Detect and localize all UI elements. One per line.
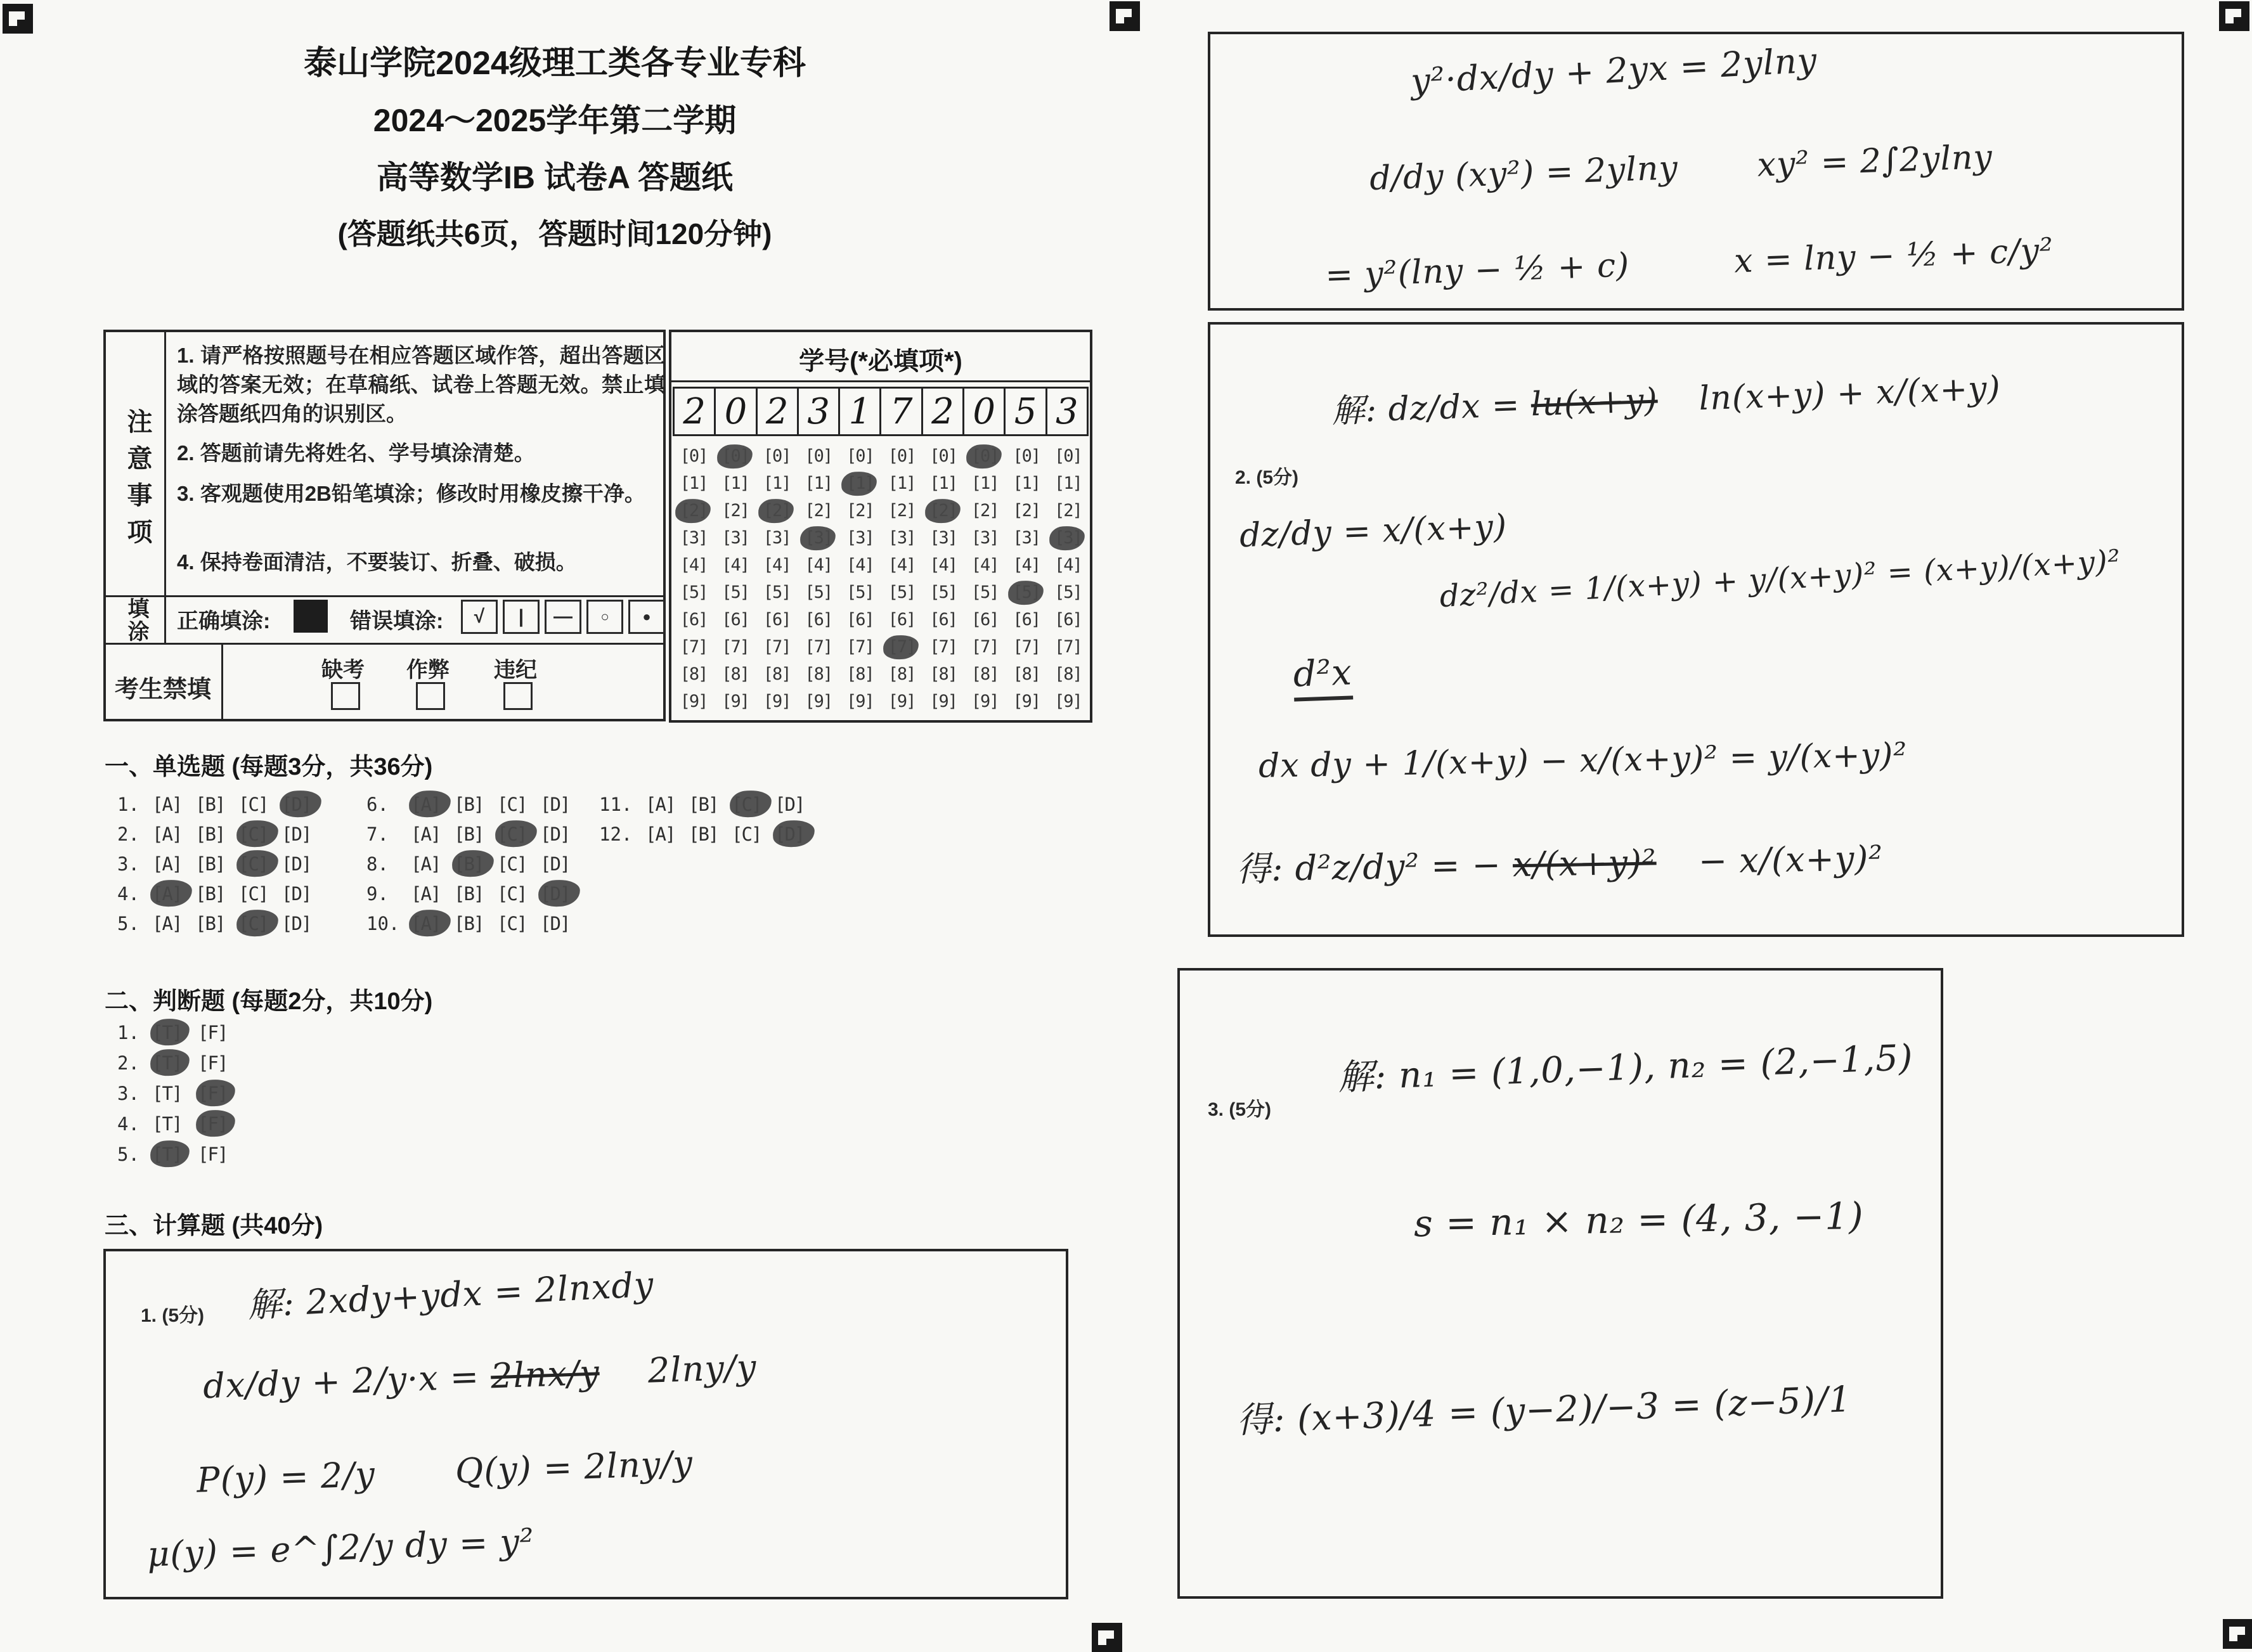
tf-option-F[interactable]: [F] [198, 1144, 228, 1165]
mc-option-A[interactable]: [A] [645, 794, 675, 815]
wrong-fill-example-box [586, 600, 623, 634]
id-bubble[interactable]: [8] [763, 664, 791, 684]
student-id-digit-cell[interactable] [756, 387, 799, 436]
mc-option-D[interactable]: [D] [540, 913, 570, 934]
student-id-digit-cell[interactable] [838, 387, 881, 436]
forbidden-option-label: 作弊 [406, 658, 450, 682]
mc-option-A[interactable]: [A] [152, 794, 182, 815]
id-bubble[interactable]: [4] [763, 555, 791, 575]
handwritten-segment: − x/(x+y)² [1698, 838, 1884, 882]
mc-option-A[interactable]: [A] [411, 883, 441, 905]
id-bubble[interactable]: [1] [680, 474, 708, 493]
tf-section-title: 二、判断题 (每题2分，共10分) [105, 988, 433, 1015]
id-bubble[interactable]: [4] [971, 555, 999, 575]
forbidden-checkbox[interactable] [331, 682, 360, 710]
handwritten-line: dx dy + 1/(x+y) − x/(x+y)² = y/(x+y)² [1258, 736, 1908, 785]
id-bubble[interactable]: [9] [888, 692, 916, 711]
forbidden-checkbox[interactable] [416, 682, 445, 710]
exam-title-line2: 2024～2025学年第二学期 [373, 103, 737, 138]
id-bubble[interactable]: [0] [805, 446, 832, 466]
mc-question-number: 9. [366, 883, 389, 905]
handwritten-segment-struck: lu(x+y) [1530, 381, 1659, 424]
id-bubble[interactable]: [9] [763, 692, 791, 711]
tf-question-number: 1. [117, 1022, 139, 1043]
id-bubble[interactable]: [1] [722, 474, 749, 493]
id-bubble[interactable]: [4] [1013, 555, 1040, 575]
handwritten-segment: ln(x+y) + x/(x+y) [1698, 369, 2002, 418]
mc-section-title: 一、单选题 (每题3分，共36分) [105, 754, 433, 780]
id-bubble[interactable]: [9] [680, 692, 708, 711]
id-bubble[interactable]: [6] [805, 610, 832, 629]
id-bubble[interactable]: [3] [971, 528, 999, 548]
handwritten-line: 解: 2xdy+ydx = 2lnxdy [247, 1264, 655, 1326]
id-bubble[interactable]: [1] [805, 474, 832, 493]
student-id-digit-cell[interactable] [879, 387, 922, 436]
id-bubble[interactable]: [5] [680, 583, 708, 602]
id-bubble[interactable]: [1] [763, 474, 791, 493]
id-bubble[interactable]: [1] [1013, 474, 1040, 493]
exam-header [114, 35, 995, 262]
handwritten-segment-struck: x/(x+y)² [1512, 842, 1657, 885]
id-bubble[interactable]: [1] [929, 474, 957, 493]
tf-question-number: 5. [117, 1144, 139, 1165]
wrong-fill-symbol: — [553, 606, 573, 627]
id-bubble[interactable]: [5] [846, 583, 874, 602]
mc-question-number: 11. [599, 794, 633, 815]
id-bubble[interactable]: [1] [971, 474, 999, 493]
id-bubble[interactable]: [8] [846, 664, 874, 684]
notice-item: 2. 答题前请先将姓名、学号填涂清楚。 [177, 441, 535, 465]
id-bubble[interactable]: [8] [680, 664, 708, 684]
mc-option-C[interactable]: [C] [732, 823, 761, 845]
id-bubble[interactable]: [2] [1054, 501, 1082, 520]
id-bubble[interactable]: [7] [722, 637, 749, 657]
id-bubble[interactable]: [9] [805, 692, 832, 711]
id-bubble[interactable]: [2] [805, 501, 832, 520]
handwritten-digit: 2 [931, 390, 954, 432]
mc-question-number: 1. [117, 794, 139, 815]
handwritten-segment: dx/dy + 2/y·x = [202, 1357, 481, 1407]
id-bubble[interactable]: [7] [763, 637, 791, 657]
mc-question-number: 5. [117, 913, 139, 934]
notice-side-label: 注意事项 [124, 408, 152, 555]
id-bubble[interactable]: [6] [929, 610, 957, 629]
id-bubble[interactable]: [3] [763, 528, 791, 548]
wrong-fill-example-box [628, 600, 665, 634]
mc-question-number: 2. [117, 823, 139, 845]
handwritten-digit: 2 [765, 390, 789, 432]
handwritten-digit: 0 [724, 390, 747, 432]
student-id-digit-cell[interactable] [1004, 387, 1047, 436]
notice-item: 3. 客观题使用2B铅笔填涂；修改时用橡皮擦干净。 [177, 482, 645, 505]
id-bubble[interactable]: [0] [1054, 446, 1082, 466]
tf-option-F[interactable]: [F] [198, 1052, 228, 1074]
id-bubble[interactable]: [8] [929, 664, 957, 684]
handwritten-digit: 7 [890, 390, 913, 432]
handwritten-line: μ(y) = e^∫2/y dy = y² [146, 1521, 535, 1575]
mc-question-number: 7. [366, 823, 389, 845]
id-bubble[interactable]: [4] [929, 555, 957, 575]
mc-option-B[interactable]: [B] [195, 853, 225, 875]
mc-option-B[interactable]: [B] [689, 794, 718, 815]
id-bubble[interactable]: [9] [929, 692, 957, 711]
id-bubble[interactable]: [3] [846, 528, 874, 548]
id-bubble[interactable]: [0] [846, 446, 874, 466]
student-id-digit-cell[interactable] [962, 387, 1006, 436]
handwritten-segment: = y²(lny − ½ + c) [1324, 246, 1631, 295]
forbidden-option-label: 违纪 [494, 658, 537, 682]
mc-option-D[interactable]: [D] [282, 883, 311, 905]
id-bubble[interactable]: [4] [888, 555, 916, 575]
handwritten-line: s = n₁ × n₂ = (4, 3, −1) [1413, 1194, 1865, 1246]
id-bubble[interactable]: [0] [929, 446, 957, 466]
mc-question-number: 4. [117, 883, 139, 905]
id-bubble[interactable]: [4] [846, 555, 874, 575]
mc-option-B[interactable]: [B] [195, 794, 225, 815]
mc-option-A[interactable]: [A] [152, 913, 182, 934]
mc-option-C[interactable]: [C] [497, 883, 527, 905]
id-bubble[interactable]: [6] [1013, 610, 1040, 629]
id-bubble[interactable]: [8] [722, 664, 749, 684]
mc-option-B[interactable]: [B] [454, 823, 484, 845]
mc-option-B[interactable]: [B] [195, 883, 225, 905]
handwritten-segment: Q(y) = 2lny/y [454, 1443, 694, 1492]
notice-box [103, 330, 666, 721]
mc-question-number: 3. [117, 853, 139, 875]
handwritten-digit: 5 [1014, 390, 1037, 432]
id-bubble[interactable]: [7] [846, 637, 874, 657]
id-bubble[interactable]: [2] [888, 501, 916, 520]
mc-option-B[interactable]: [B] [454, 913, 484, 934]
id-bubble[interactable]: [1] [1054, 474, 1082, 493]
id-bubble[interactable]: [6] [763, 610, 791, 629]
mc-option-C[interactable]: [C] [238, 794, 268, 815]
exam-title-line1: 泰山学院2024级理工类各专业专科 [304, 45, 806, 82]
handwritten-line: dz²/dx = 1/(x+y) + y/(x+y)² = (x+y)/(x+y)² [1439, 543, 2122, 615]
wrong-fill-symbol: ○ [600, 609, 609, 624]
student-id-bubble-grid [673, 446, 1089, 716]
id-bubble[interactable]: [6] [680, 610, 708, 629]
id-bubble[interactable]: [5] [1054, 583, 1082, 602]
tf-question-number: 4. [117, 1113, 139, 1135]
handwritten-line: dz/dy = x/(x+y) [1239, 507, 1508, 555]
id-bubble[interactable]: [6] [971, 610, 999, 629]
notice-item: 4. 保持卷面清洁，不要装订、折叠、破损。 [177, 550, 577, 574]
handwritten-segment: 解: dz/dx = [1331, 386, 1521, 431]
registration-mark [2223, 1619, 2252, 1649]
handwritten-digit: 1 [848, 390, 872, 432]
handwritten-segment: 2lny/y [647, 1346, 758, 1391]
mc-option-B[interactable]: [B] [689, 823, 718, 845]
calc-section-title: 三、计算题 (共40分) [105, 1213, 323, 1239]
id-bubble[interactable]: [9] [971, 692, 999, 711]
handwritten-line: y²·dx/dy + 2yx = 2ylny [1409, 40, 1818, 101]
mc-option-D[interactable]: [D] [282, 853, 311, 875]
id-bubble[interactable]: [9] [722, 692, 749, 711]
correct-fill-label: 正确填涂: [177, 609, 271, 633]
id-bubble[interactable]: [2] [722, 501, 749, 520]
mc-option-D[interactable]: [D] [540, 853, 570, 875]
id-bubble[interactable]: [4] [680, 555, 708, 575]
id-bubble[interactable]: [4] [722, 555, 749, 575]
mc-option-D[interactable]: [D] [282, 913, 311, 934]
calc-q3-label: 3. (5分) [1208, 1099, 1272, 1120]
tf-option-T[interactable]: [T] [152, 1113, 182, 1135]
id-bubble[interactable]: [7] [1013, 637, 1040, 657]
id-bubble[interactable]: [6] [846, 610, 874, 629]
handwritten-digit: 3 [807, 390, 830, 432]
id-bubble[interactable]: [2] [846, 501, 874, 520]
forbidden-label: 考生禁填 [115, 676, 212, 703]
handwritten-segment-struck: 2lnx/y [490, 1352, 600, 1397]
wrong-fill-symbol: | [518, 606, 524, 627]
mc-option-B[interactable]: [B] [454, 883, 484, 905]
id-bubble[interactable]: [9] [1054, 692, 1082, 711]
calc-q2-label: 2. (5分) [1235, 467, 1299, 488]
handwritten-segment: x = lny − ½ + c/y² [1733, 231, 2054, 281]
mc-option-B[interactable]: [B] [454, 794, 484, 815]
id-bubble[interactable]: [3] [888, 528, 916, 548]
id-bubble[interactable]: [3] [722, 528, 749, 548]
wrong-fill-label: 错误填涂: [350, 609, 444, 633]
registration-mark [2219, 1, 2249, 31]
mc-option-A[interactable]: [A] [152, 853, 182, 875]
notice-item: 1. 请严格按照题号在相应答题区域作答，超出答题区域的答案无效；在草稿纸、试卷上答题无效。禁止填涂答题纸四角的识别区。 [177, 344, 665, 425]
id-bubble[interactable]: [8] [971, 664, 999, 684]
tf-option-T[interactable]: [T] [152, 1083, 182, 1104]
mc-option-D[interactable]: [D] [540, 823, 570, 845]
handwritten-segment: P(y) = 2/y [196, 1454, 376, 1500]
id-bubble[interactable]: [8] [888, 664, 916, 684]
mc-option-C[interactable]: [C] [497, 794, 527, 815]
mc-option-D[interactable]: [D] [540, 794, 570, 815]
id-bubble[interactable]: [0] [763, 446, 791, 466]
wrong-fill-example-box [461, 600, 498, 634]
wrong-fill-symbol: √ [474, 606, 485, 627]
handwritten-segment: d/dy (xy²) = 2ylny [1369, 149, 1679, 198]
mc-option-C[interactable]: [C] [497, 913, 527, 934]
forbidden-checkbox[interactable] [503, 682, 533, 710]
handwritten-segment: 得: d²z/dy² = − [1236, 844, 1502, 889]
student-id-digit-cell[interactable] [1045, 387, 1089, 436]
id-bubble[interactable]: [8] [805, 664, 832, 684]
mc-option-B[interactable]: [B] [195, 913, 225, 934]
id-bubble[interactable]: [6] [722, 610, 749, 629]
id-bubble[interactable]: [7] [1054, 637, 1082, 657]
id-bubble[interactable]: [9] [1013, 692, 1040, 711]
mc-option-A[interactable]: [A] [411, 823, 441, 845]
tf-option-F[interactable]: [F] [198, 1022, 228, 1043]
mc-option-A[interactable]: [A] [645, 823, 675, 845]
mc-option-B[interactable]: [B] [195, 823, 225, 845]
id-bubble[interactable]: [2] [1013, 501, 1040, 520]
id-bubble[interactable]: [3] [680, 528, 708, 548]
student-id-digit-cell[interactable] [797, 387, 840, 436]
wrong-fill-symbol: ● [642, 609, 651, 624]
mc-option-C[interactable]: [C] [238, 883, 268, 905]
handwritten-segment: xy² = 2∫2ylny [1756, 138, 1993, 184]
tf-question-number: 3. [117, 1083, 139, 1104]
id-bubble[interactable]: [0] [680, 446, 708, 466]
handwritten-digit: 2 [683, 390, 706, 432]
id-bubble[interactable]: [0] [888, 446, 916, 466]
id-bubble[interactable]: [3] [1013, 528, 1040, 548]
id-bubble[interactable]: [6] [888, 610, 916, 629]
id-bubble[interactable]: [9] [846, 692, 874, 711]
id-bubble[interactable]: [1] [888, 474, 916, 493]
handwritten-line: 解: n₁ = (1,0,−1), n₂ = (2,−1,5) [1337, 1037, 1914, 1099]
mc-option-D[interactable]: [D] [775, 794, 805, 815]
wrong-fill-example-box [503, 600, 540, 634]
student-id-digit-cell[interactable] [921, 387, 964, 436]
calc-q1-label: 1. (5分) [141, 1305, 205, 1326]
id-bubble[interactable]: [5] [971, 583, 999, 602]
handwritten-digit: 0 [973, 390, 996, 432]
id-bubble[interactable]: [4] [805, 555, 832, 575]
id-bubble[interactable]: [6] [1054, 610, 1082, 629]
id-bubble[interactable]: [0] [1013, 446, 1040, 466]
mc-question-number: 10. [366, 913, 400, 934]
exam-title-line3: 高等数学IB 试卷A 答题纸 [376, 160, 734, 195]
filling-side-label: 填涂 [124, 597, 148, 643]
correct-fill-example [294, 600, 328, 633]
id-bubble[interactable]: [7] [680, 637, 708, 657]
student-id-box [669, 330, 1092, 723]
id-bubble[interactable]: [7] [929, 637, 957, 657]
student-id-digit-cell[interactable] [714, 387, 757, 436]
student-id-digit-cell[interactable] [673, 387, 716, 436]
mc-option-C[interactable]: [C] [497, 853, 527, 875]
handwritten-line: 得: (x+3)/4 = (y−2)/−3 = (z−5)/1 [1236, 1379, 1853, 1442]
id-bubble[interactable]: [8] [1013, 664, 1040, 684]
registration-mark [1092, 1623, 1122, 1652]
id-bubble[interactable]: [7] [971, 637, 999, 657]
id-bubble[interactable]: [4] [1054, 555, 1082, 575]
id-bubble[interactable]: [5] [722, 583, 749, 602]
id-bubble[interactable]: [5] [888, 583, 916, 602]
id-bubble[interactable]: [5] [929, 583, 957, 602]
student-id-title: 学号(*必填项*) [799, 347, 962, 375]
tf-question-number: 2. [117, 1052, 139, 1074]
registration-mark [3, 4, 33, 34]
id-bubble[interactable]: [3] [929, 528, 957, 548]
id-bubble[interactable]: [5] [763, 583, 791, 602]
handwritten-line: d²x [1293, 652, 1353, 701]
wrong-fill-example-box [545, 600, 581, 634]
registration-mark [1110, 1, 1140, 31]
mc-question-number: 6. [366, 794, 389, 815]
student-id-digit-row [673, 387, 1089, 436]
id-bubble[interactable]: [7] [805, 637, 832, 657]
mc-option-A[interactable]: [A] [152, 823, 182, 845]
mc-option-D[interactable]: [D] [282, 823, 311, 845]
handwritten-digit: 3 [1056, 390, 1078, 432]
id-bubble[interactable]: [8] [1054, 664, 1082, 684]
exam-title-line4: (答题纸共6页，答题时间120分钟) [337, 217, 772, 250]
id-bubble[interactable]: [2] [971, 501, 999, 520]
forbidden-option-label: 缺考 [321, 658, 365, 682]
mc-question-number: 8. [366, 853, 389, 875]
id-bubble[interactable]: [5] [805, 583, 832, 602]
mc-question-number: 12. [599, 823, 633, 845]
mc-option-A[interactable]: [A] [411, 853, 441, 875]
